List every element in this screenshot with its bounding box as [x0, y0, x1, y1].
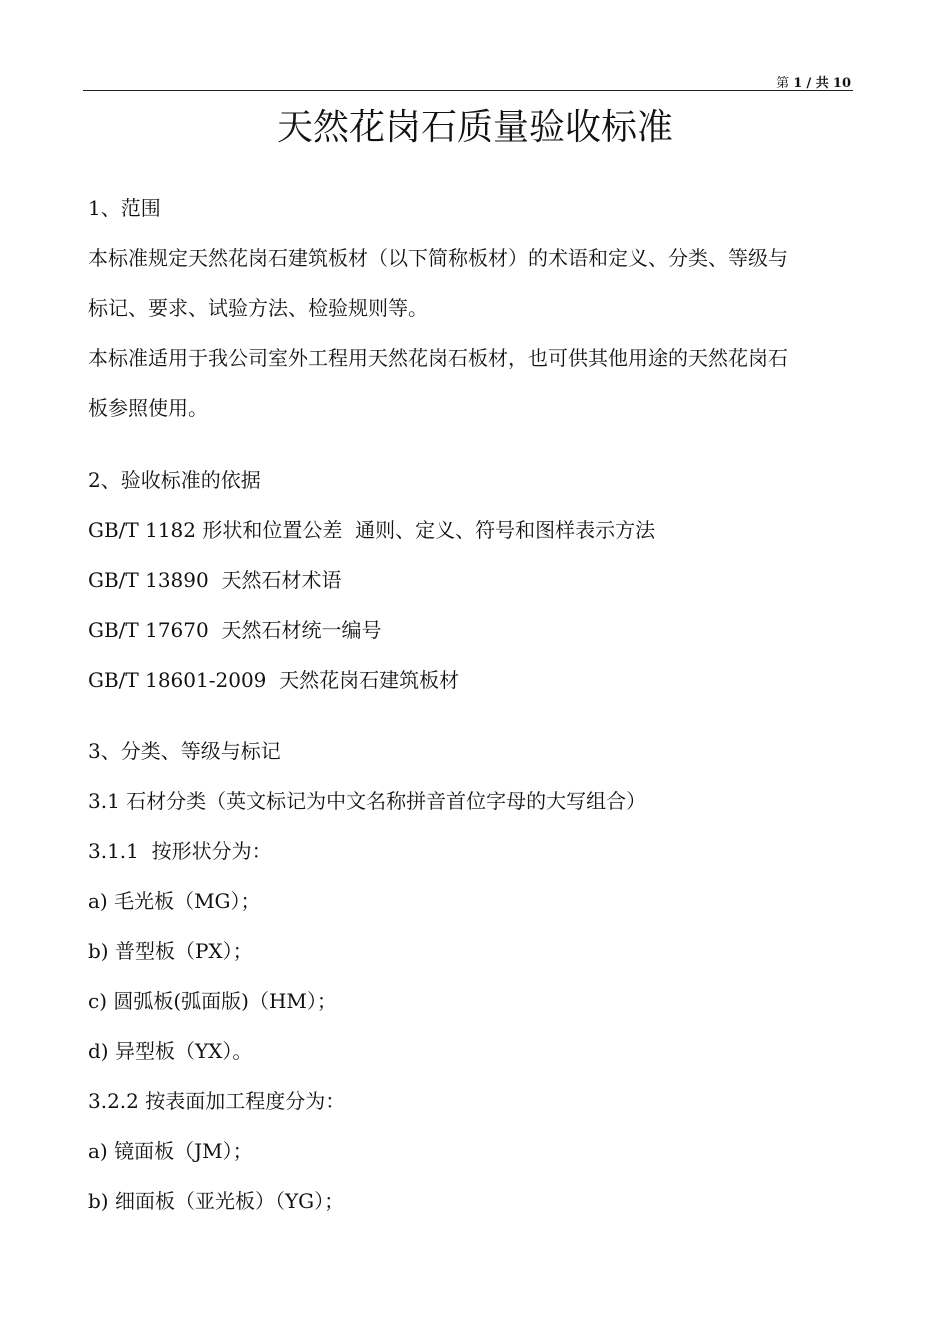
list-item: a) 镜面板（JM）；	[88, 1139, 253, 1163]
subsection-heading: 3.1.1 按形状分为：	[88, 839, 272, 863]
list-item: b) 细面板（亚光板）（YG）；	[88, 1189, 345, 1213]
list-item: b) 普型板（PX）；	[88, 939, 253, 963]
list-item: a) 毛光板（MG）；	[88, 889, 261, 913]
section-heading: 2、验收标准的依据	[88, 468, 261, 492]
section-gap	[88, 710, 868, 731]
paragraph-line: 本标准规定天然花岗石建筑板材（以下简称板材）的术语和定义、分类、等级与	[88, 246, 788, 270]
paragraph-line: 本标准适用于我公司室外工程用天然花岗石板材，也可供其他用途的天然花岗石	[88, 346, 788, 370]
section-heading: 1、范围	[88, 196, 161, 220]
paragraph-line: 板参照使用。	[88, 396, 208, 420]
page-header	[83, 70, 853, 91]
reference-item: GB/T 17670 天然石材统一编号	[88, 618, 382, 642]
section-scope	[88, 188, 868, 438]
paragraph-line: 标记、要求、试验方法、检验规则等。	[88, 296, 428, 320]
reference-item: GB/T 1182 形状和位置公差 通则、定义、符号和图样表示方法	[88, 518, 656, 542]
section-references	[88, 460, 868, 710]
section-heading: 3、分类、等级与标记	[88, 739, 281, 763]
document-title: 天然花岗石质量验收标准	[276, 107, 673, 148]
list-item: d) 异型板（YX）。	[88, 1039, 253, 1063]
list-item: c) 圆弧板(弧面版)（HM）；	[88, 989, 337, 1013]
document-body	[88, 188, 868, 1231]
subsection-heading: 3.2.2 按表面加工程度分为：	[88, 1089, 346, 1113]
reference-item: GB/T 13890 天然石材术语	[88, 568, 342, 592]
section-gap	[88, 438, 868, 460]
subsection-heading: 3.1 石材分类（英文标记为中文名称拼音首位字母的大写组合）	[88, 789, 647, 813]
section-classification	[88, 731, 868, 1231]
page-number: 第 1 / 共 10	[776, 76, 851, 91]
reference-item: GB/T 18601-2009 天然花岗石建筑板材	[88, 668, 460, 692]
